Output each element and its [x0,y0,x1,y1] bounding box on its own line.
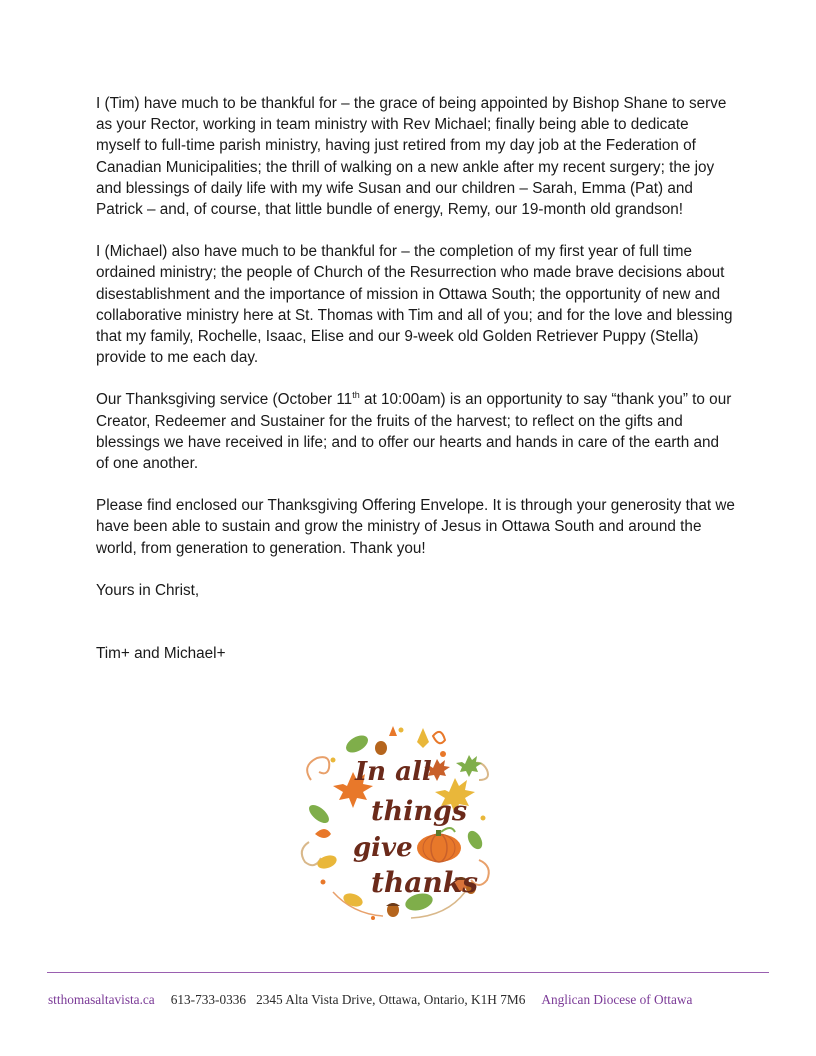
footer-phone: 613-733-0336 [170,992,247,1007]
service-text-start: Our Thanksgiving service (October 11 [96,391,353,409]
pumpkin-icon [417,828,461,862]
date-ordinal-suffix: th [352,390,360,401]
paragraph-tim: I (Tim) have much to be thankful for – the grace of being appointed by Bishop Shane to serve as your Rector, working in team ministry with Rev Michael; finally being able to dedicate myself to full-time parish ministry, having just retired from my day job at the Federation of Canadian Municipalities; the thrill of walking on a new ankle after my recent surgery; the joy and blessings of daily life with my wife Susan and our children – Sarah, Emma (Pat) and Patrick – and, of course, that little bundle of energy, Remy, our 19-month old grandson! [96,95,727,219]
footer-diocese: Anglican Diocese of Ottawa [541,992,693,1007]
footer-divider [47,972,769,973]
autumn-wreath-icon [293,722,503,927]
closing: Yours in Christ, [96,581,200,599]
paragraph-michael: I (Michael) also have much to be thankful for – the completion of my first year of full time ordained ministry; the people of Church of the Resurrection who made brave decisions about disestablishment and the importance of mission in Ottawa South; the opportunity of new and collaborative ministry here at St. Thomas with Tim and all of you; and for the love and blessing that my family, Rochelle, Isaac, Elise and our 9-week old Golden Retriever Puppy (Stella) provide to me each day. [96,243,733,367]
paragraph-envelope: Please find enclosed our Thanksgiving Offering Envelope. It is through your generosity that we have been able to sustain and grow the ministry of Jesus in Ottawa South and around the world, from generation to generation. Thank you! [96,497,735,557]
emblem-line-2: things [371,796,468,827]
letter-body [96,93,736,685]
emblem-line-4: thanks [371,866,478,899]
oak-leaf-icon [343,732,371,756]
signature: Tim+ and Michael+ [96,645,226,663]
footer-address: 2345 Alta Vista Drive, Ottawa, Ontario, K1H 7M6 [256,992,526,1007]
footer-website-link[interactable]: stthomasaltavista.ca [48,992,155,1007]
give-thanks-emblem [293,722,503,927]
emblem-line-3: give [353,833,413,863]
emblem-line-1: In all [355,757,432,787]
paragraph-service [96,389,736,474]
footer [48,992,770,1008]
service-text-end: at 10:00am) is an opportunity to say “thank you” to our Creator, Redeemer and Sustainer for the fruits of the harvest; to reflect on the gifts and blessings we have received in life; and to offer our hearts and hands in care of the earth and of one another. [96,391,732,473]
